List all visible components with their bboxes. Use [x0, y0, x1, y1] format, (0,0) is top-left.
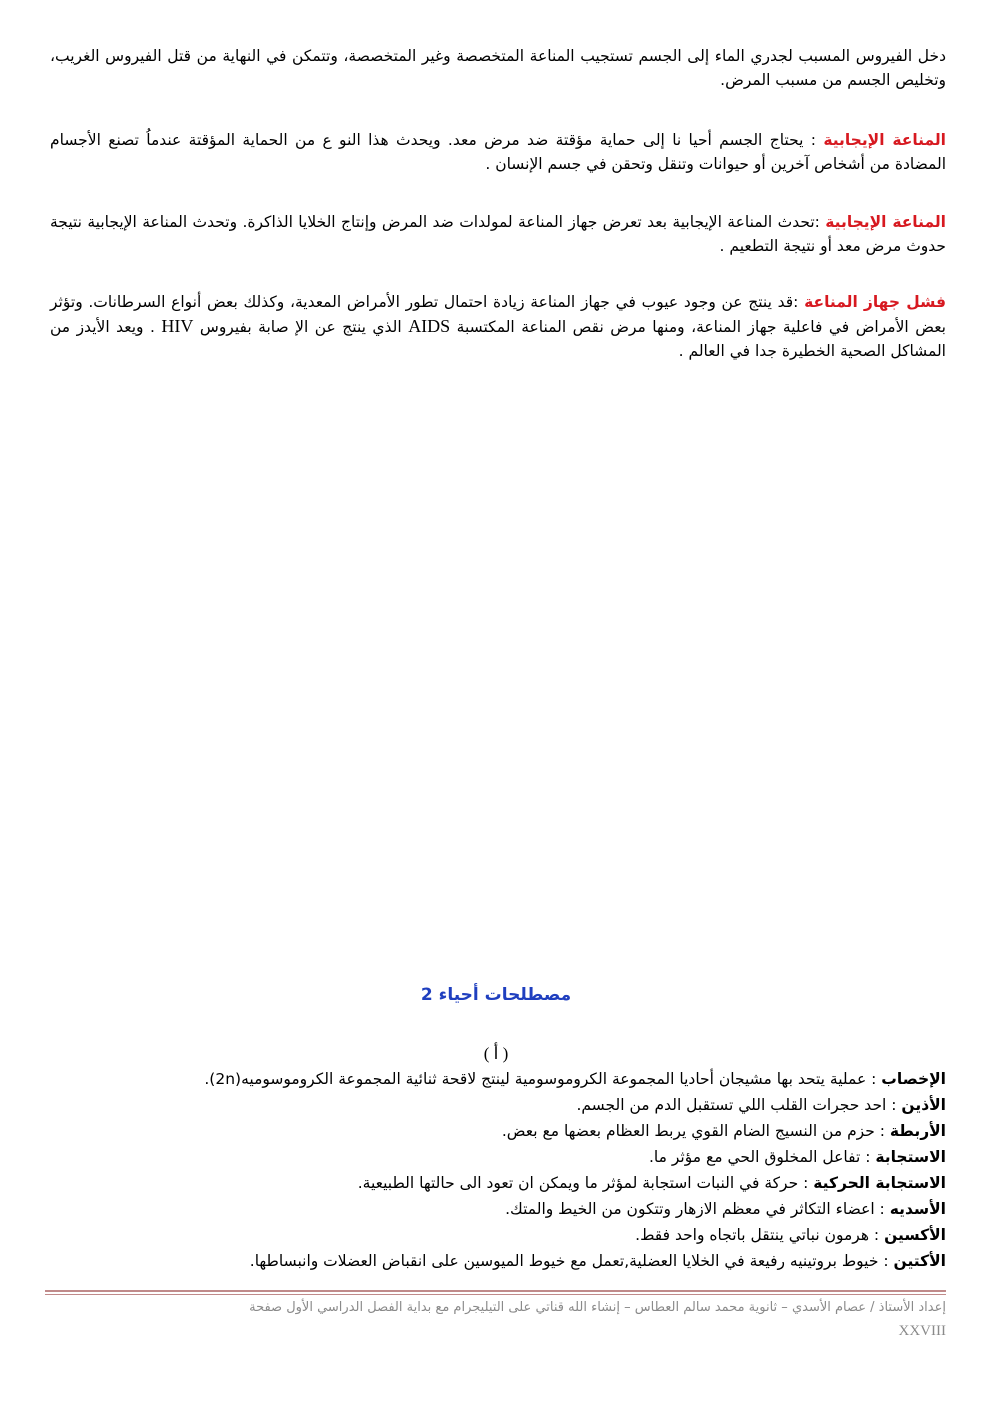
glossary-definition: : تفاعل المخلوق الحي مع مؤثر ما.: [648, 1148, 876, 1166]
glossary-term: الأكسين: [884, 1226, 946, 1244]
glossary-letter-heading: ( أ ): [483, 1044, 509, 1063]
paragraph-text: دخل الفيروس المسبب لجدري الماء إلى الجسم تستجيب المناعة المتخصصة وغير المتخصصة، وتتمكن في النهاية من قتل الفيروس الغريب، وتخليص الجسم من مسبب المرض.: [50, 47, 946, 89]
glossary-definition: : خيوط بروتينيه رفيعة في الخلايا العضلية,تعمل مع خيوط الميوسين على انقباض العضلات وانبساطها.: [249, 1252, 894, 1270]
glossary-definition: : عملية يتحد بها مشيجان أحاديا المجموعة الكروموسومية لينتج لاقحة ثنائية المجموعة الكروموسوميه(2n).: [204, 1070, 882, 1088]
aids-abbreviation: AIDS: [408, 316, 451, 336]
glossary-definition: : حزم من النسيج الضام القوي يربط العظام بعضها مع بعض.: [501, 1122, 890, 1140]
paragraph-chickenpox: [50, 44, 946, 92]
paragraph-active-immunity: [50, 210, 946, 258]
glossary-title: مصطلحات أحياء 2: [420, 985, 572, 1005]
glossary-item: [50, 1196, 946, 1222]
glossary-definition: : احد حجرات القلب اللي تستقبل الدم من الجسم.: [576, 1096, 902, 1114]
glossary-item: [50, 1170, 946, 1196]
glossary-item: [50, 1118, 946, 1144]
glossary-term: الاستجابة: [875, 1148, 946, 1166]
paragraph-passive-immunity: [50, 128, 946, 176]
term-heading: المناعة الإيجابية: [825, 213, 946, 231]
glossary-item: [50, 1144, 946, 1170]
glossary-definition: : حركة في النبات استجابة لمؤثر ما ويمكن ان تعود الى حالتها الطبيعية.: [357, 1174, 814, 1192]
page-number: XXVIII: [898, 1323, 946, 1339]
glossary-term: الأذين: [901, 1096, 946, 1114]
glossary-term: الأسديه: [889, 1200, 946, 1218]
paragraph-text: :تحدث المناعة الإيجابية بعد تعرض جهاز المناعة لمولدات ضد المرض وإنتاج الخلايا الذاكرة. وتحدث المناعة الإيجابية نتيجة حدوث مرض معد أو نتيجة التطعيم .: [50, 213, 946, 255]
glossary-definition: : اعضاء التكاثر في معظم الازهار وتتكون من الخيط والمتك.: [505, 1200, 890, 1218]
glossary-item: [50, 1092, 946, 1118]
footer-divider: [45, 1290, 946, 1292]
term-heading: المناعة الإيجابية: [823, 131, 946, 149]
glossary-term: الأربطة: [889, 1122, 946, 1140]
glossary-term: الإخصاب: [881, 1070, 946, 1088]
term-heading: فشل جهاز المناعة: [804, 293, 946, 311]
paragraph-text: :قد ينتج عن وجود عيوب في جهاز المناعة زيادة احتمال تطور الأمراض المعدية، وكذلك بعض أنواع السرطانات. وتؤثر بعض الأمراض في فاعلية جهاز المناعة، ومنها مرض نقص المناعة المكتسبة: [50, 293, 946, 336]
glossary-item: [50, 1222, 946, 1248]
paragraph-text: . ويعد الأيدز من المشاكل الصحية الخطيرة جدا في العالم .: [50, 318, 946, 360]
paragraph-text: : يحتاج الجسم أحيا نا إلى حماية مؤقتة ضد مرض معد. ويحدث هذا النو ع من الحماية المؤقتة عندماُ تصنع الأجسام المضادة من أشخاص آخرين أو حيوانات وتنقل وتحقن في جسم الإنسان .: [50, 131, 946, 173]
glossary-item: [50, 1248, 946, 1274]
glossary-term: الاستجابة الحركية: [813, 1174, 946, 1192]
footer-credits: إعداد الأستاذ / عصام الأسدي – ثانوية محمد سالم العطاس – إنشاء الله قناتي على التيليجرام مع بداية الفصل الدراسي الأول صفحة: [249, 1300, 946, 1315]
paragraph-text: الذي ينتج عن الإ صابة بفيروس: [193, 318, 409, 336]
glossary-term: الأكتين: [893, 1252, 946, 1270]
glossary-item: [50, 1066, 946, 1092]
footer-divider-thin: [45, 1294, 946, 1295]
hiv-abbreviation: HIV: [161, 316, 194, 336]
glossary-list: [50, 1066, 946, 1274]
paragraph-immune-failure: [50, 290, 946, 363]
glossary-definition: : هرمون نباتي ينتقل باتجاه واحد فقط.: [635, 1226, 885, 1244]
